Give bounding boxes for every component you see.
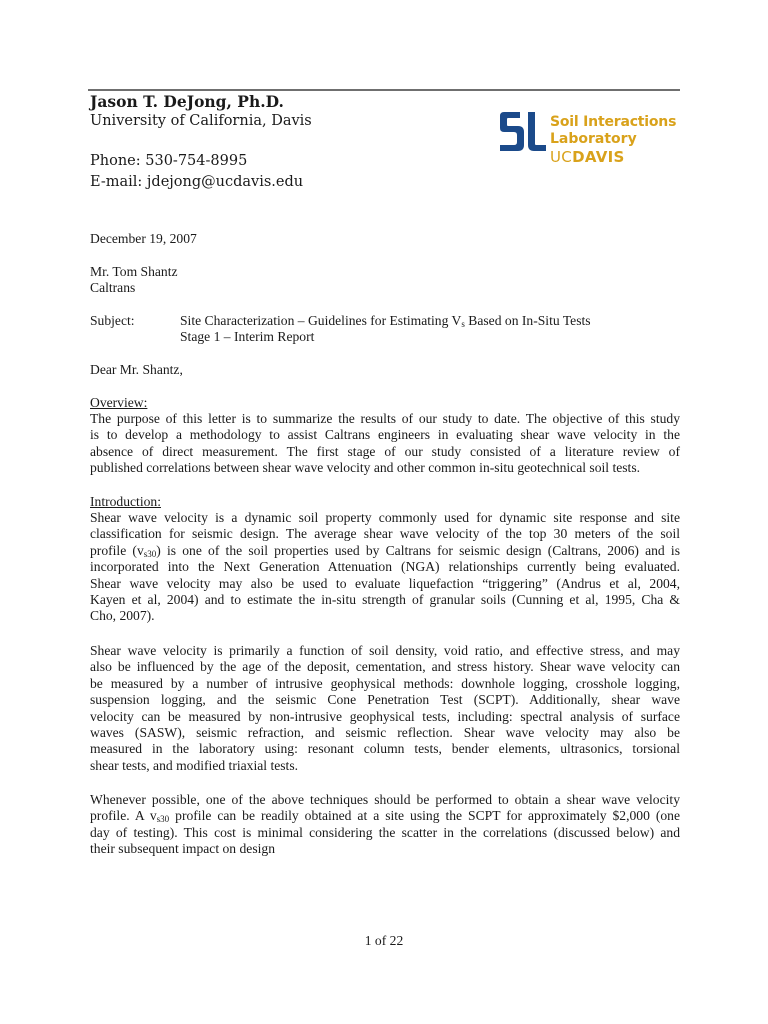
vs30-subscript: s30 bbox=[143, 548, 157, 559]
intro-line: day of testing). This cost is minimal considering the scatter in the correlations (discussed below) and bbox=[90, 824, 680, 840]
intro-line: measured in the laboratory using: resonant column tests, bender elements, ultrasonics, torsional bbox=[90, 741, 680, 757]
intro-line: incorporated into the Next Generation Attenuation (NGA) relationships currently being evaluated. bbox=[90, 559, 680, 575]
intro-text: profile. A v bbox=[90, 808, 157, 824]
recipient-org: Caltrans bbox=[90, 280, 136, 295]
overview-line: absence of direct measurement. The first stage of our study consisted of a literature review of bbox=[90, 443, 680, 459]
author-email: E-mail: jdejong@ucdavis.edu bbox=[90, 174, 304, 190]
logo-line1: Soil Interactions bbox=[550, 114, 677, 130]
vs30-subscript: s30 bbox=[156, 814, 170, 825]
subject-label: Subject: bbox=[90, 313, 135, 328]
intro-line: classification for seismic design. The average shear wave velocity of the top 30 meters of the soil bbox=[90, 526, 680, 542]
intro-line: shear tests, and modified triaxial tests. bbox=[90, 757, 299, 773]
subject-text-a: Site Characterization – Guidelines for Estimating V bbox=[180, 313, 462, 328]
intro-line bbox=[90, 543, 680, 559]
subject-line-1 bbox=[180, 313, 591, 329]
intro-line: Cho, 2007). bbox=[90, 608, 155, 624]
intro-line: waves (SASW), seismic refraction, and seismic reflection. Shear wave velocity may also be bbox=[90, 725, 680, 741]
subject-subscript: s bbox=[461, 319, 465, 329]
soil-interactions-logo bbox=[498, 106, 680, 166]
intro-line: Shear wave velocity may also be used to evaluate liquefaction “triggering” (Andrus et al, 2004, bbox=[90, 575, 680, 591]
page-number: 1 of 22 bbox=[364, 933, 404, 948]
intro-text: ) is one of the soil properties used by Caltrans for seismic design (Caltrans, 2006) and is bbox=[156, 542, 680, 558]
intro-line: Kayen et al, 2004) and to estimate the in-situ strength of granular soils (Cunning et al, 1995, Cha & bbox=[90, 592, 680, 608]
intro-paragraph-2 bbox=[90, 643, 680, 774]
overview-line: published correlations between shear wave velocity and other common in-situ geotechnical soil tests. bbox=[90, 460, 641, 476]
intro-line: Shear wave velocity is primarily a function of soil density, void ratio, and effective stress, and may bbox=[90, 643, 680, 658]
salutation: Dear Mr. Shantz, bbox=[90, 362, 183, 377]
intro-line: also be influenced by the age of the deposit, cementation, and stress history. Shear wave velocity can bbox=[90, 659, 680, 675]
author-university: University of California, Davis bbox=[90, 113, 312, 129]
intro-line: Whenever possible, one of the above techniques should be performed to obtain a shear wave velocity bbox=[90, 792, 680, 807]
intro-paragraph-1 bbox=[90, 510, 680, 625]
sl-logo-mark-icon bbox=[498, 108, 548, 158]
intro-text: profile can be readily obtained at a site using the SCPT for approximately $2,000 (one bbox=[169, 808, 681, 824]
intro-line bbox=[90, 808, 680, 824]
intro-line: their subsequent impact on design bbox=[90, 841, 275, 857]
intro-line: be measured by a number of intrusive geophysical methods: downhole logging, crosshole logging, bbox=[90, 675, 680, 691]
logo-line2: Laboratory bbox=[550, 131, 637, 147]
logo-ucdavis bbox=[550, 148, 625, 166]
intro-text: profile (v bbox=[90, 542, 144, 558]
overview-line: The purpose of this letter is to summarize the results of our study to date. The objective of this study bbox=[90, 411, 680, 426]
intro-line: suspension logging, and the seismic Cone Penetration Test (SCPT). Additionally, shear wave bbox=[90, 692, 680, 708]
overview-line: is to develop a methodology to assist Caltrans engineers in evaluating shear wave velocity in the bbox=[90, 427, 680, 443]
intro-paragraph-3 bbox=[90, 792, 680, 858]
overview-paragraph bbox=[90, 411, 680, 477]
letter-date: December 19, 2007 bbox=[90, 231, 197, 246]
subject-line-2: Stage 1 – Interim Report bbox=[180, 329, 315, 344]
recipient-name: Mr. Tom Shantz bbox=[90, 264, 178, 279]
intro-line: velocity can be measured by non-intrusive geophysical tests, including: spectral analysis of surface bbox=[90, 708, 680, 724]
author-phone: Phone: 530-754-8995 bbox=[90, 153, 248, 169]
subject-text-b: Based on In-Situ Tests bbox=[464, 313, 591, 328]
logo-davis: DAVIS bbox=[572, 148, 625, 166]
author-name: Jason T. DeJong, Ph.D. bbox=[90, 92, 284, 111]
header-rule bbox=[88, 89, 680, 91]
overview-heading: Overview: bbox=[90, 395, 148, 410]
introduction-heading: Introduction: bbox=[90, 494, 161, 509]
logo-uc: UC bbox=[550, 148, 573, 166]
intro-line: Shear wave velocity is a dynamic soil property commonly used for dynamic site response and site bbox=[90, 510, 680, 525]
